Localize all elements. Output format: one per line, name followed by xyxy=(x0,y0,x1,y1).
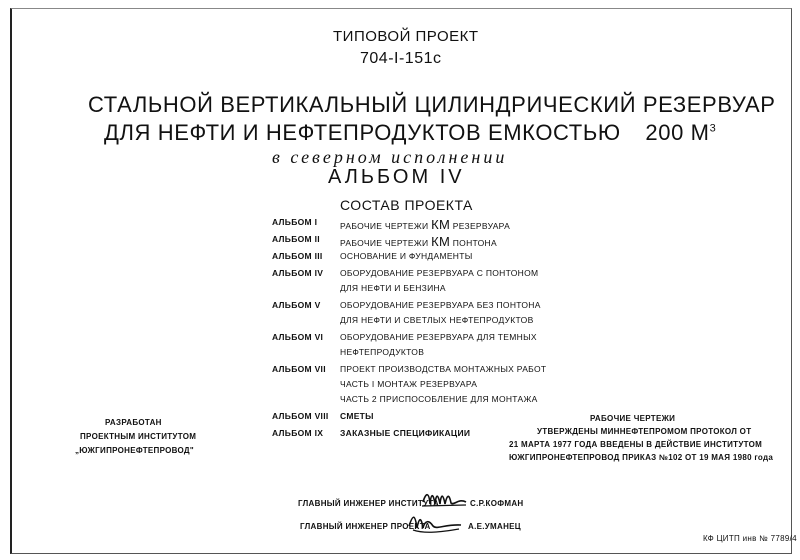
title-volume-sup: 3 xyxy=(709,122,717,135)
composition-album-description: ЗАКАЗНЫЕ СПЕЦИФИКАЦИИ xyxy=(340,428,471,438)
composition-heading: СОСТАВ ПРОЕКТА xyxy=(340,197,473,213)
approval-line-4: ЮЖГИПРОНЕФТЕПРОВОД ПРИКАЗ №102 ОТ 19 МАЯ 1980 года xyxy=(509,453,774,462)
developer-line-2: ПРОЕКТНЫМ ИНСТИТУТОМ xyxy=(80,432,197,441)
chief-engineer-name: С.Р.КОФМАН xyxy=(470,499,524,508)
composition-album-description: ОБОРУДОВАНИЕ РЕЗЕРВУАРА БЕЗ ПОНТОНА xyxy=(340,300,541,310)
developer-line-1: РАЗРАБОТАН xyxy=(105,418,162,427)
project-engineer-signature xyxy=(405,510,465,536)
composition-album-label: АЛЬБОМ VIII xyxy=(272,411,329,421)
approval-line-2: УТВЕРЖДЕНЫ МИННЕФТЕПРОМОМ ПРОТОКОЛ ОТ xyxy=(537,427,752,436)
approval-line-3: 21 МАРТА 1977 ГОДА ВВЕДЕНЫ В ДЕЙСТВИЕ ИНСТИТУТОМ xyxy=(509,440,763,449)
composition-album-description: ДЛЯ НЕФТИ И СВЕТЛЫХ НЕФТЕПРОДУКТОВ xyxy=(340,315,534,325)
composition-album-label: АЛЬБОМ V xyxy=(272,300,321,310)
composition-album-description: РАБОЧИЕ ЧЕРТЕЖИ КМ ПОНТОНА xyxy=(340,234,497,249)
composition-album-label: АЛЬБОМ IX xyxy=(272,428,324,438)
title-line-1: СТАЛЬНОЙ ВЕРТИКАЛЬНЫЙ ЦИЛИНДРИЧЕСКИЙ РЕЗЕРВУАР xyxy=(88,92,776,117)
km-mark: КМ xyxy=(431,217,451,232)
approval-line-1: РАБОЧИЕ ЧЕРТЕЖИ xyxy=(590,414,676,423)
composition-album-description: ОБОРУДОВАНИЕ РЕЗЕРВУАРА ДЛЯ ТЕМНЫХ xyxy=(340,332,537,342)
page-frame xyxy=(10,8,792,554)
composition-album-description: ЧАСТЬ 2 ПРИСПОСОБЛЕНИЕ ДЛЯ МОНТАЖА xyxy=(340,394,538,404)
composition-album-label: АЛЬБОМ II xyxy=(272,234,320,244)
composition-album-description: СМЕТЫ xyxy=(340,411,374,421)
album-number: АЛЬБОМ IV xyxy=(328,166,465,188)
project-number: 704-I-151с xyxy=(360,50,442,67)
composition-album-label: АЛЬБОМ IV xyxy=(272,268,324,278)
developer-line-3: „ЮЖГИПРОНЕФТЕПРОВОД" xyxy=(75,446,195,455)
composition-album-description: НЕФТЕПРОДУКТОВ xyxy=(340,347,425,357)
chief-engineer-label: ГЛАВНЫЙ ИНЖЕНЕР ИНСТИТУТА xyxy=(298,499,440,508)
composition-album-description: ПРОЕКТ ПРОИЗВОДСТВА МОНТАЖНЫХ РАБОТ xyxy=(340,364,547,374)
chief-engineer-signature xyxy=(420,488,470,512)
archive-stamp: КФ ЦИТП инв № 7789/4 xyxy=(703,534,797,543)
km-mark: КМ xyxy=(431,234,451,249)
project-engineer-label: ГЛАВНЫЙ ИНЖЕНЕР ПРОЕКТА xyxy=(300,522,431,531)
composition-album-description: РАБОЧИЕ ЧЕРТЕЖИ КМ РЕЗЕРВУАРА xyxy=(340,217,511,232)
composition-album-label: АЛЬБОМ III xyxy=(272,251,323,261)
composition-album-description: ОБОРУДОВАНИЕ РЕЗЕРВУАРА С ПОНТОНОМ xyxy=(340,268,539,278)
project-engineer-name: А.Е.УМАНЕЦ xyxy=(468,522,521,531)
composition-album-label: АЛЬБОМ I xyxy=(272,217,318,227)
title-subtitle: в северном исполнении xyxy=(272,147,508,167)
composition-album-label: АЛЬБОМ VII xyxy=(272,364,326,374)
composition-album-label: АЛЬБОМ VI xyxy=(272,332,324,342)
title-volume: 200 М xyxy=(645,120,710,145)
title-line-2-text: ДЛЯ НЕФТИ И НЕФТЕПРОДУКТОВ ЕМКОСТЬЮ xyxy=(104,120,621,145)
composition-album-description: ОСНОВАНИЕ И ФУНДАМЕНТЫ xyxy=(340,251,473,261)
title-line-2 xyxy=(104,120,716,146)
project-type-label: ТИПОВОЙ ПРОЕКТ xyxy=(333,28,479,45)
composition-album-description: ДЛЯ НЕФТИ И БЕНЗИНА xyxy=(340,283,446,293)
composition-album-description: ЧАСТЬ I МОНТАЖ РЕЗЕРВУАРА xyxy=(340,379,478,389)
